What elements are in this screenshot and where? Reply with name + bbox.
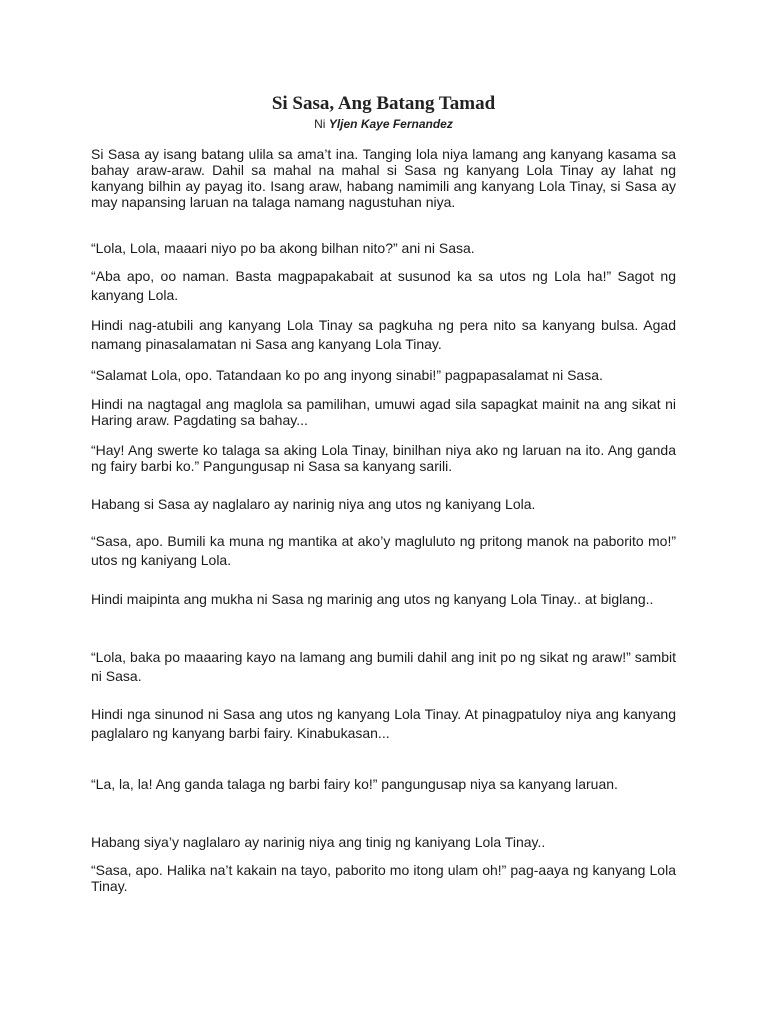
author-name: Yljen Kaye Fernandez xyxy=(328,117,453,131)
paragraph-3: “Aba apo, oo naman. Basta magpapakabait at susunod ka sa utos ng Lola ha!” Sagot ng kanyang Lola. xyxy=(91,268,676,303)
byline-prefix: Ni xyxy=(314,117,329,131)
paragraph-7: “Hay! Ang swerte ko talaga sa aking Lola Tinay, binilhan niya ako ng laruan na ito. Ang ganda ng fairy barbi ko.” Pangungusap ni Sasa sa kanyang sarili. xyxy=(91,442,676,474)
paragraph-1: Si Sasa ay isang batang ulila sa ama’t ina. Tanging lola niya lamang ang kanyang kasama sa bahay araw-araw. Dahil sa mahal na mahal si Sasa ng kanyang Lola Tinay ay lahat ng kanyang bilhin ay payag ito. Isang araw, habang namimili ang kanyang Lola Tinay, si Sasa ay may napansing laruan na talaga namang nagustuhan niya. xyxy=(91,146,676,210)
paragraph-2: “Lola, Lola, maaari niyo po ba akong bilhan nito?” ani ni Sasa. xyxy=(91,240,475,256)
paragraph-4: Hindi nag-atubili ang kanyang Lola Tinay sa pagkuha ng pera nito sa kanyang bulsa. Agad namang pinasalamatan ni Sasa ang kanyang Lola Tinay. xyxy=(91,317,676,352)
paragraph-5: “Salamat Lola, opo. Tatandaan ko po ang inyong sinabi!” pagpapasalamat ni Sasa. xyxy=(91,367,603,383)
paragraph-15: “Sasa, apo. Halika na’t kakain na tayo, paborito mo itong ulam oh!” pag-aaya ng kanyang Lola Tinay. xyxy=(91,862,676,894)
paragraph-13: “La, la, la! Ang ganda talaga ng barbi fairy ko!” pangungusap niya sa kanyang laruan. xyxy=(91,776,618,792)
paragraph-14: Habang siya’y naglalaro ay narinig niya ang tinig ng kaniyang Lola Tinay.. xyxy=(91,834,546,850)
document-title: Si Sasa, Ang Batang Tamad xyxy=(271,93,496,114)
paragraph-8: Habang si Sasa ay naglalaro ay narinig niya ang utos ng kaniyang Lola. xyxy=(91,496,536,512)
paragraph-6: Hindi na nagtagal ang maglola sa pamilihan, umuwi agad sila sapagkat mainit na ang sikat ni Haring araw. Pagdating sa bahay... xyxy=(91,396,676,428)
paragraph-12: Hindi nga sinunod ni Sasa ang utos ng kanyang Lola Tinay. At pinagpatuloy niya ang kanyang paglalaro ng kanyang barbi fairy. Kinabukasan... xyxy=(91,706,676,741)
paragraph-10: Hindi maipinta ang mukha ni Sasa ng marinig ang utos ng kanyang Lola Tinay.. at biglang.. xyxy=(91,591,654,607)
document-page xyxy=(91,92,676,894)
byline xyxy=(91,117,676,131)
paragraph-9: “Sasa, apo. Bumili ka muna ng mantika at ako’y magluluto ng pritong manok na paborito mo!” utos ng kaniyang Lola. xyxy=(91,533,676,568)
paragraph-11: “Lola, baka po maaaring kayo na lamang ang bumili dahil ang init po ng sikat ng araw!” sambit ni Sasa. xyxy=(91,649,676,684)
